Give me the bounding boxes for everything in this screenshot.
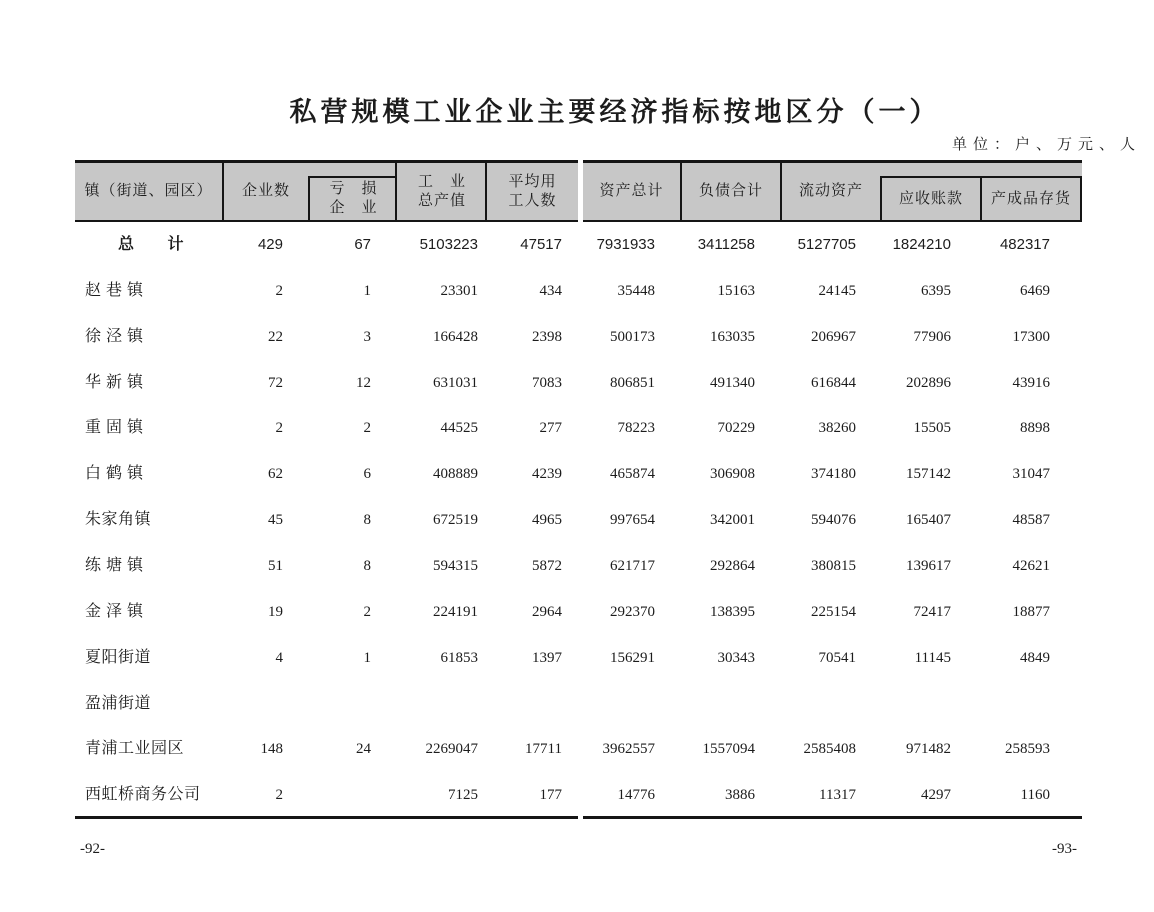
cell-current-assets	[746, 692, 856, 716]
cell-accounts-receivable: 1824210	[892, 236, 951, 253]
cell-avg-workers: 177	[539, 787, 562, 803]
cell-gross-output: 23301	[440, 283, 478, 299]
cell-enterprises: 4	[275, 650, 283, 666]
cell-avg-workers: 17711	[525, 741, 562, 757]
cell-current-assets: 225154	[811, 604, 856, 620]
cell-avg-workers: 277	[539, 420, 562, 436]
header-output-line1: 工 业	[417, 173, 466, 190]
cell-loss-enterprises: 6	[363, 466, 371, 482]
cell-total-liabilities: 292864	[710, 558, 755, 574]
cell-gross-output: 2269047	[425, 741, 478, 757]
cell-loss-enterprises: 8	[363, 512, 371, 528]
cell-total-assets: 621717	[610, 558, 655, 574]
cell-accounts-receivable: 202896	[906, 375, 951, 391]
row-label: 重 固 镇	[85, 419, 144, 436]
cell-finished-goods: 42621	[1012, 558, 1050, 574]
cell-finished-goods: 17300	[1012, 329, 1050, 345]
cell-loss-enterprises	[291, 783, 371, 807]
table-bottom-rule-left	[75, 816, 578, 819]
table-bottom-rule-right	[583, 816, 1082, 819]
header-loss-line1: 亏 损	[329, 181, 378, 197]
cell-finished-goods: 6469	[1020, 283, 1050, 299]
cell-current-assets: 24145	[818, 283, 856, 299]
cell-current-assets: 11317	[819, 787, 856, 803]
cell-enterprises: 45	[268, 512, 283, 528]
cell-gross-output: 672519	[433, 512, 478, 528]
table-row	[0, 233, 1154, 257]
header-finished-goods-label: 产成品存货	[990, 190, 1071, 207]
cell-avg-workers: 7083	[532, 375, 562, 391]
cell-accounts-receivable: 4297	[921, 787, 951, 803]
cell-accounts-receivable: 11145	[914, 650, 951, 666]
cell-gross-output: 224191	[433, 604, 478, 620]
row-label: 盈浦街道	[85, 695, 152, 712]
cell-finished-goods: 8898	[1020, 420, 1050, 436]
cell-gross-output: 594315	[433, 558, 478, 574]
cell-finished-goods: 31047	[1012, 466, 1050, 482]
header-workers-line2: 工人数	[508, 192, 557, 209]
row-label: 赵 巷 镇	[85, 282, 144, 299]
table-row	[0, 279, 1154, 303]
cell-total-assets: 156291	[610, 650, 655, 666]
page-number-right: -93-	[1052, 841, 1077, 857]
cell-finished-goods: 4849	[1020, 650, 1050, 666]
cell-enterprises: 22	[268, 329, 283, 345]
header-workers-line1: 平均用	[508, 173, 557, 190]
row-label: 华 新 镇	[85, 374, 144, 391]
row-label: 练 塘 镇	[85, 557, 144, 574]
row-label: 西虹桥商务公司	[85, 786, 201, 803]
cell-avg-workers: 4239	[532, 466, 562, 482]
cell-total-assets: 500173	[610, 329, 655, 345]
cell-total-liabilities: 15163	[717, 283, 755, 299]
cell-loss-enterprises: 12	[356, 375, 371, 391]
row-label: 白 鹤 镇	[85, 465, 144, 482]
cell-enterprises: 2	[275, 283, 283, 299]
table-row	[0, 737, 1154, 761]
cell-enterprises	[193, 692, 283, 716]
cell-finished-goods: 482317	[999, 236, 1050, 253]
cell-total-liabilities: 3886	[725, 787, 755, 803]
cell-total-assets: 78223	[617, 420, 655, 436]
table-row	[0, 325, 1154, 349]
cell-current-assets: 70541	[818, 650, 856, 666]
cell-current-assets: 38260	[818, 420, 856, 436]
cell-loss-enterprises: 24	[356, 741, 371, 757]
cell-total-liabilities: 70229	[717, 420, 755, 436]
cell-total-liabilities: 30343	[717, 650, 755, 666]
cell-avg-workers: 2398	[532, 329, 562, 345]
cell-current-assets: 2585408	[803, 741, 856, 757]
cell-enterprises: 51	[268, 558, 283, 574]
cell-finished-goods: 18877	[1012, 604, 1050, 620]
cell-accounts-receivable: 165407	[906, 512, 951, 528]
header-enterprises-label: 企业数	[241, 183, 290, 199]
cell-total-liabilities	[645, 692, 755, 716]
cell-loss-enterprises: 3	[363, 329, 371, 345]
cell-current-assets: 206967	[811, 329, 856, 345]
page-number-left: -92-	[80, 841, 105, 857]
cell-loss-enterprises: 2	[363, 604, 371, 620]
cell-total-liabilities: 163035	[710, 329, 755, 345]
row-label: 青浦工业园区	[85, 740, 185, 757]
header-region-label: 镇（街道、园区）	[84, 183, 213, 199]
cell-accounts-receivable: 971482	[906, 741, 951, 757]
table-row	[0, 462, 1154, 486]
cell-total-liabilities: 306908	[710, 466, 755, 482]
cell-gross-output: 44525	[440, 420, 478, 436]
cell-finished-goods: 43916	[1012, 375, 1050, 391]
cell-gross-output: 408889	[433, 466, 478, 482]
cell-enterprises: 62	[268, 466, 283, 482]
cell-enterprises: 2	[275, 420, 283, 436]
cell-enterprises: 2	[275, 787, 283, 803]
cell-finished-goods	[940, 692, 1050, 716]
cell-current-assets: 616844	[811, 375, 856, 391]
header-total-assets-label: 资产总计	[599, 183, 664, 199]
cell-loss-enterprises: 67	[354, 236, 371, 253]
row-label: 夏阳街道	[85, 649, 152, 666]
row-label: 金 泽 镇	[85, 603, 144, 620]
cell-loss-enterprises: 1	[363, 650, 371, 666]
cell-total-assets: 7931933	[596, 236, 655, 253]
header-accounts-receivable-label: 应收账款	[898, 190, 963, 207]
cell-loss-enterprises: 8	[363, 558, 371, 574]
table-row	[0, 554, 1154, 578]
cell-total-assets: 806851	[610, 375, 655, 391]
unit-note: 单位：户、万元、人	[951, 137, 1141, 153]
table-row	[0, 783, 1154, 807]
table-row	[0, 416, 1154, 440]
row-label: 总 计	[85, 236, 185, 253]
cell-gross-output	[368, 692, 478, 716]
cell-current-assets: 594076	[811, 512, 856, 528]
header-current-assets-label: 流动资产	[798, 183, 863, 199]
cell-gross-output: 631031	[433, 375, 478, 391]
row-label: 徐 泾 镇	[85, 328, 144, 345]
table-row	[0, 692, 1154, 716]
cell-total-liabilities: 3411258	[697, 236, 755, 253]
cell-accounts-receivable: 157142	[906, 466, 951, 482]
cell-enterprises: 429	[257, 236, 283, 253]
cell-gross-output: 166428	[433, 329, 478, 345]
header-total-liabilities-label: 负债合计	[698, 183, 763, 199]
cell-total-liabilities: 342001	[710, 512, 755, 528]
header-output-line2: 总产值	[417, 192, 466, 209]
cell-gross-output: 7125	[448, 787, 478, 803]
cell-gross-output: 61853	[440, 650, 478, 666]
cell-avg-workers: 47517	[520, 236, 562, 253]
cell-current-assets: 380815	[811, 558, 856, 574]
cell-loss-enterprises: 2	[363, 420, 371, 436]
cell-current-assets: 5127705	[797, 236, 856, 253]
cell-avg-workers: 434	[539, 283, 562, 299]
cell-total-liabilities: 138395	[710, 604, 755, 620]
cell-finished-goods: 1160	[1020, 787, 1050, 803]
cell-total-assets: 35448	[617, 283, 655, 299]
row-label: 朱家角镇	[85, 511, 152, 528]
cell-avg-workers: 2964	[532, 604, 562, 620]
cell-accounts-receivable: 15505	[913, 420, 951, 436]
cell-accounts-receivable: 72417	[913, 604, 951, 620]
header-loss-line2: 企 业	[329, 200, 378, 216]
cell-accounts-receivable: 77906	[913, 329, 951, 345]
cell-enterprises: 19	[268, 604, 283, 620]
cell-total-assets: 292370	[610, 604, 655, 620]
table-row	[0, 646, 1154, 670]
cell-total-assets	[545, 692, 655, 716]
cell-finished-goods: 258593	[1005, 741, 1050, 757]
cell-loss-enterprises	[291, 692, 371, 716]
cell-total-assets: 3962557	[602, 741, 655, 757]
cell-enterprises: 72	[268, 375, 283, 391]
cell-total-assets: 14776	[617, 787, 655, 803]
cell-avg-workers: 5872	[532, 558, 562, 574]
table-row	[0, 371, 1154, 395]
cell-total-assets: 997654	[610, 512, 655, 528]
cell-avg-workers: 4965	[532, 512, 562, 528]
table-row	[0, 508, 1154, 532]
page-title: 私营规模工业企业主要经济指标按地区分（一）	[289, 97, 941, 127]
cell-total-assets: 465874	[610, 466, 655, 482]
cell-total-liabilities: 491340	[710, 375, 755, 391]
table-row	[0, 600, 1154, 624]
cell-accounts-receivable	[841, 692, 951, 716]
cell-current-assets: 374180	[811, 466, 856, 482]
cell-loss-enterprises: 1	[363, 283, 371, 299]
cell-gross-output: 5103223	[419, 236, 478, 253]
cell-finished-goods: 48587	[1012, 512, 1050, 528]
cell-avg-workers: 1397	[532, 650, 562, 666]
cell-accounts-receivable: 139617	[906, 558, 951, 574]
cell-total-liabilities: 1557094	[702, 741, 755, 757]
cell-accounts-receivable: 6395	[921, 283, 951, 299]
cell-enterprises: 148	[260, 741, 283, 757]
